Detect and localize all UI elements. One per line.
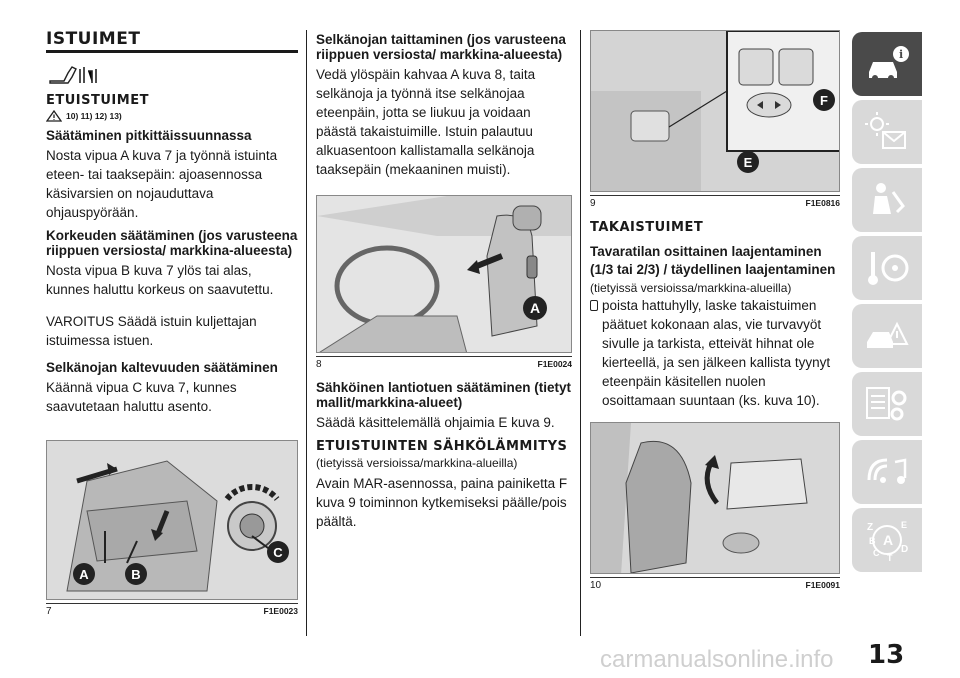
heading-lumbar: Sähköinen lantiotuen säätäminen (tietyt mallit/markkina-alueet) [316, 380, 572, 410]
column-2 [316, 30, 572, 531]
paragraph-height: Nosta vipua B kuva 7 ylös tai alas, kunnes haluttu korkeus on saavutettu. [46, 263, 274, 297]
subsection-title: ETUISTUIMET [46, 93, 149, 108]
tab-safety[interactable] [852, 168, 922, 232]
figure-number: 10 [590, 580, 602, 591]
index-letter: C [873, 548, 880, 558]
figure-10 [590, 422, 840, 574]
callout-b: B [125, 563, 147, 585]
watermark: carmanualsonline.info [600, 646, 834, 673]
tab-index[interactable] [852, 508, 922, 572]
paragraph-tilt: Käännä vipua C kuva 7, kunnes saavutetaan haluttu asento. [46, 380, 237, 414]
figure-9-caption [590, 195, 840, 209]
figure-number: 9 [590, 198, 596, 209]
callout-c: C [267, 541, 289, 563]
index-letter: D [901, 544, 909, 555]
figure-8 [316, 195, 572, 353]
figure-code: F1E0091 [805, 580, 840, 590]
index-letter: A [883, 532, 894, 548]
emergency-icon [863, 314, 911, 358]
heading-length: Säätäminen pitkittäissuunnassa [46, 128, 252, 143]
heading-rear: Tavaratilan osittainen laajentaminen (1/3 tai 2/3) / täydellinen laajentaminen [590, 244, 836, 277]
figure-code: F1E0024 [537, 359, 572, 369]
seat-icon [46, 63, 106, 87]
note-rear: (tietyissä versioissa/markkina-alueilla) [590, 281, 792, 295]
heading-height: Korkeuden säätäminen (jos varusteena riippuen versiosta/ markkina-alueesta) [46, 228, 298, 258]
tab-emergency[interactable] [852, 304, 922, 368]
warning-lights-icon [863, 110, 911, 154]
seat-switch-illustration [591, 31, 840, 192]
chapter-tabs [852, 32, 922, 576]
bullet-item [590, 296, 840, 410]
tab-car-info[interactable] [852, 32, 922, 96]
callout-a: A [523, 296, 547, 320]
index-letter: Z [867, 522, 874, 533]
warning-triangle-icon [46, 110, 62, 122]
tab-warning-lights[interactable] [852, 100, 922, 164]
bullet-box-icon [590, 300, 598, 311]
note-heat: (tietyissä versioissa/markkina-alueilla) [316, 456, 518, 470]
rear-seat-illustration [591, 423, 840, 574]
paragraph-heat: Avain MAR-asennossa, paina painiketta F kuva 9 toiminnon kytkemiseksi päälle/pois päältä. [316, 476, 568, 529]
section-title: ISTUIMET [46, 29, 141, 49]
warning-references [46, 110, 298, 122]
column-1 [46, 30, 298, 617]
airbag-icon [863, 178, 911, 222]
tab-starting-driving[interactable] [852, 236, 922, 300]
figure-7-caption [46, 603, 298, 617]
tab-maintenance[interactable] [852, 372, 922, 436]
figure-9 [590, 30, 840, 192]
subsection-title: ETUISTUINTEN SÄHKÖLÄMMITYS [316, 439, 568, 454]
figure-8-caption [316, 356, 572, 370]
callout-f: F [813, 89, 835, 111]
svg-text:i: i [899, 48, 904, 61]
car-info-icon [863, 42, 911, 86]
figure-code: F1E0816 [805, 198, 840, 208]
paragraph-lumbar: Säädä käsittelemällä ohjaimia E kuva 9. [316, 415, 555, 430]
column-3 [590, 30, 840, 591]
maintenance-icon [863, 382, 911, 426]
warning-refs-text: 10) 11) 12) 13) [66, 111, 122, 121]
figure-7 [46, 440, 298, 600]
multimedia-icon [863, 450, 911, 494]
heading-tilt: Selkänojan kaltevuuden säätäminen [46, 360, 278, 375]
seat-fold-illustration [317, 196, 572, 353]
paragraph-length: Nosta vipua A kuva 7 ja työnnä istuinta eteen- tai taaksepäin: ajoasennossa käsivarsien on nojauduttava ohjauspyörään. [46, 148, 278, 220]
page-number: 13 [868, 640, 905, 670]
title-rule [46, 50, 298, 53]
heading-fold: Selkänojan taittaminen (jos varusteena riippuen versiosta/ markkina-alueesta) [316, 32, 566, 62]
figure-number: 7 [46, 606, 52, 617]
figure-code: F1E0023 [263, 606, 298, 616]
tab-multimedia[interactable] [852, 440, 922, 504]
column-divider [580, 30, 581, 636]
subsection-title: TAKAISTUIMET [590, 220, 704, 235]
index-letter: T [887, 553, 893, 562]
figure-10-caption [590, 577, 840, 591]
index-letter: B [869, 536, 876, 546]
index-icon [863, 518, 911, 562]
callout-e: E [737, 151, 759, 173]
paragraph-fold: Vedä ylöspäin kahvaa A kuva 8, taita selkänoja ja työnnä itse selkänojaa eteenpäin, jotta se liukuu ja voidaan päästä takaistuimille. Istuin palautuu alkuasentoon kallistamalla selkänoja taaksepäin (mekaaninen muisti). [316, 67, 536, 177]
paragraph-warning: VAROITUS Säädä istuin kuljettajan istuimessa istuen. [46, 314, 257, 348]
column-divider [306, 30, 307, 636]
key-steering-icon [863, 246, 911, 290]
figure-number: 8 [316, 359, 322, 370]
index-letter: E [901, 520, 908, 530]
callout-a: A [73, 563, 95, 585]
paragraph-rear: poista hattuhylly, laske takaistuimen päätuet kokonaan alas, vie turvavyöt sivulle ja tarkista, etteivät hihnat ole kierteellä, ja sen jälkeen kallista tyynyt eteenpäin käsitellen nuolen osoittamaan suuntaan (ks. kuva 10). [602, 298, 831, 408]
